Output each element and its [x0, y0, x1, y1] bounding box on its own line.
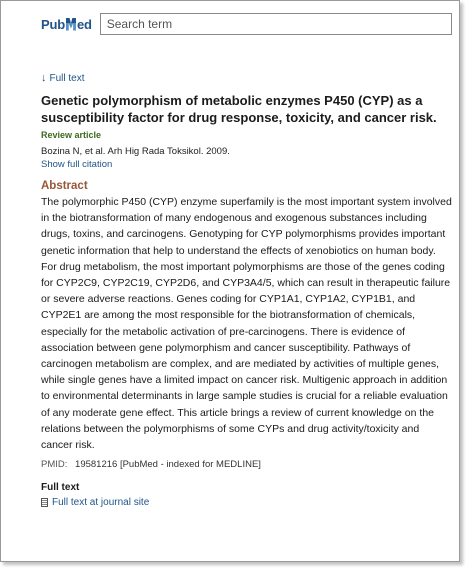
- full-text-site-link[interactable]: [41, 497, 451, 508]
- full-text-site-label: Full text at journal site: [52, 497, 150, 509]
- publication-type: Review article: [41, 130, 102, 140]
- pubmed-logo[interactable]: [41, 17, 92, 32]
- down-arrow-icon: ↓: [41, 72, 47, 84]
- full-text-jump-link[interactable]: [41, 72, 451, 84]
- header: [41, 13, 452, 35]
- pmid-value: 19581216 [PubMed - indexed for MEDLINE]: [75, 459, 261, 471]
- full-text-heading: Full text: [41, 482, 80, 494]
- abstract-text: The polymorphic P450 (CYP) enzyme superfamily is the most important system involved in the biotransformation of many endogenous and exogenous substances including drugs, toxins, and carcinogens. Genotyping for CYP polymorphisms provides important genetic information that help to understand the effects of xenobiotics on human body. For drug metabolism, the most important polymorphisms are those of the genes coding for CYP2C9, CYP2C19, CYP2D6, and CYP3A4/5, which can result in therapeutic failure or severe adverse reactions. Genes coding for CYP1A1, CYP1A2, CYP1B1, and CYP2E1 are among the most responsible for the biotransformation of chemicals, especially for the metabolic activation of pre-carcinogens. There is evidence of association between gene polymorphism and cancer susceptibility. Pathways of carcinogen metabolism are complex, and are mediated by activities of multiple genes, while single genes have a limited impact on cancer risk. Multigenic approach in addition to environmental determinants in large sample studies is crucial for a reliable evaluation of any moderate gene effect. This article brings a review of current knowledge on the relations between the polymorphisms of some CYPs and drug activity/toxicity and cancer risk.: [41, 196, 452, 452]
- show-full-citation-link[interactable]: Show full citation: [41, 159, 113, 170]
- document-icon: [41, 498, 48, 507]
- full-text-jump-label: Full text: [49, 72, 85, 84]
- logo-med-text: ed: [76, 16, 92, 32]
- search-input[interactable]: [100, 13, 452, 35]
- citation: Bozina N, et al. Arh Hig Rada Toksikol. 2009.: [41, 146, 230, 157]
- article-content: [41, 72, 451, 508]
- article-title: Genetic polymorphism of metabolic enzymes P450 (CYP) as a susceptibility factor for drug response, toxicity, and cancer risk.: [41, 93, 437, 125]
- logo-pub-text: Pub: [41, 16, 65, 32]
- pmid-label: PMID:: [41, 459, 68, 471]
- pmid-line: [41, 459, 451, 470]
- abstract-heading: Abstract: [41, 180, 88, 192]
- logo-m-icon: [66, 18, 76, 31]
